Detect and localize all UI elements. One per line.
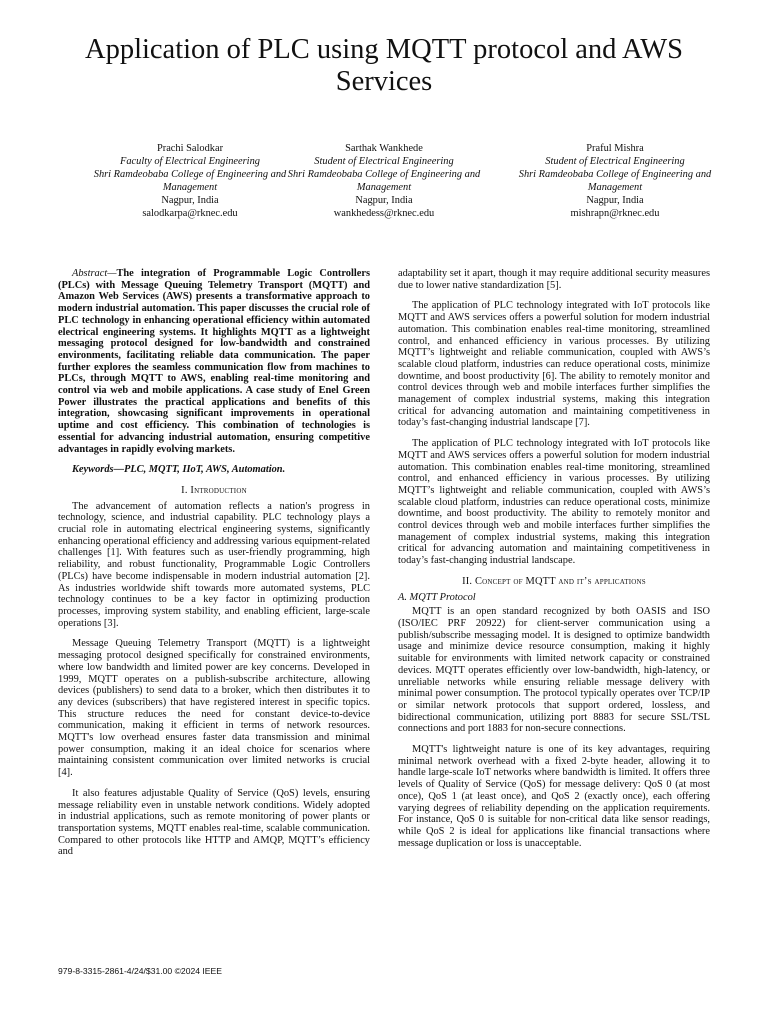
paragraph: Message Queuing Telemetry Transport (MQTT) is a lightweight messaging protocol designed specifically for constrained environments, where low bandwidth and limited power are key concerns. Developed in 1999, MQTT operates on a publish-subscribe architecture, allowing devices (publishers) to send data to a broker, which then distributes it to any devices (subscribers) that have registered interest in specific topics. This structure reduces the need for constant device-to-device communication, making it efficient in terms of network resources. MQTT's low overhead ensures faster data transmission and minimal power consumption, making it an ideal choice for scenarios where maintaining consistent communication over limited networks is crucial [4]. (58, 638, 370, 779)
copyright-footer: 979-8-3315-2861-4/24/$31.00 ©2024 IEEE (58, 966, 223, 976)
author-dept: Student of Electrical Engineering (314, 156, 454, 167)
paragraph: The advancement of automation reflects a nation's progress in technology, science, and industrial capability. PLC technology plays a crucial role in automating electrical engineering systems, significantly enhancing operational efficiency and addressing various equipment-related challenges [1]. With features such as user-friendly programming, high reliability, and robust functionality, Programmable Logic Controllers (PLCs) have become indispensable in modern industrial automation [2]. As industries worldwide shift towards more automated systems, PLC technology continues to be a key factor in optimizing production processes, improving system stability, and enabling efficient, large-scale operations [3]. (58, 500, 370, 629)
keywords (58, 464, 370, 476)
author-location: Nagpur, India (355, 195, 413, 206)
section-heading-mqtt-concept: II. Concept of MQTT and it’s applications (462, 575, 646, 587)
paragraph-continued: adaptability set it apart, though it may require additional security measures due to lower native standardization [5]. (398, 268, 710, 291)
keywords-label: Keywords— (72, 464, 124, 476)
paragraph: The application of PLC technology integrated with IoT protocols like MQTT and AWS services offers a powerful solution for modern industrial automation. This combination enables real-time monitoring, streamlined control, and enhanced efficiency in various processes. By utilizing MQTT’s lightweight and reliable communication, coupled with AWS’s scalable cloud platform, industries can reduce operational costs, minimize downtime, and boost productivity [6]. The ability to remotely monitor and control devices through web and mobile interfaces further simplifies the management of complex industrial systems, making this integration critical for advancing automation and maintaining competitiveness in today’s fast-changing industrial landscape [7]. (398, 300, 710, 429)
author-location: Nagpur, India (586, 195, 644, 206)
subsection-heading-mqtt-protocol: A. MQTT Protocol (398, 591, 476, 603)
author-institution: Shri Ramdeobaba College of Engineering and Management (518, 169, 712, 193)
author-block-1 (80, 142, 300, 220)
author-name: Prachi Salodkar (156, 143, 224, 154)
paragraph: The application of PLC technology integrated with IoT protocols like MQTT and AWS services offers a powerful solution for modern industrial automation. This combination enables real-time monitoring, streamlined control, and enhanced efficiency in various processes. By utilizing MQTT’s lightweight and reliable communication, coupled with AWS’s scalable cloud platform, industries can reduce operational costs, minimize downtime, and boost productivity. The ability to remotely monitor and control devices through web and mobile interfaces further simplifies the management of complex industrial systems, making this integration critical for advancing automation and maintaining competitiveness in today’s fast-changing industrial landscape. (398, 438, 710, 567)
author-institution: Shri Ramdeobaba College of Engineering and Management (287, 169, 481, 193)
author-name: Praful Mishra (586, 143, 644, 154)
section-heading-introduction: I. Introduction (181, 484, 247, 496)
paper-title: Application of PLC using MQTT protocol and AWS Services (84, 34, 684, 97)
paragraph: MQTT is an open standard recognized by both OASIS and ISO (ISO/IEC PRF 20922) for client-server communication using a publish/subscribe messaging model. It is designed to optimize bandwidth usage and minimize device resource consumption, making it highly suitable for environments with limited network capacity or constrained devices. MQTT operates efficiently over low-bandwidth, high-latency, or unreliable networks while ensuring reliable message delivery with minimal power consumption. The protocol typically operates over TCP/IP or similar network protocols that support ordered, lossless, and bidirectional communication, utilizing port 8883 for secure SSL/TSL connections and port 1883 for non-secure connections. (398, 606, 710, 735)
keywords-text: PLC, MQTT, IIoT, AWS, Automation. (123, 464, 286, 476)
abstract (58, 268, 370, 455)
author-block-2 (274, 142, 494, 220)
paragraph: It also features adjustable Quality of Service (QoS) levels, ensuring message reliability even in unstable network conditions. Widely adopted in industrial applications, such as remote monitoring of power plants or transportation systems, MQTT enables real-time, scalable communication. Compared to other protocols like HTTP and AMQP, MQTT’s efficiency and (58, 787, 370, 858)
author-email: salodkarpa@rknec.edu (142, 208, 238, 219)
author-block-3 (505, 142, 725, 220)
abstract-label: Abstract— (72, 268, 117, 279)
right-column (398, 268, 710, 858)
abstract-text: The integration of Programmable Logic Controllers (PLCs) with Message Queuing Telemetry Transport (MQTT) and Amazon Web Services (AWS) presents a transformative approach to modern industrial automation. This paper discusses the crucial role of PLC technology in enhancing operational efficiency within automated electrical engineering systems. It highlights MQTT as a lightweight messaging protocol designed for low-bandwidth and constrained environments, facilitating reliable data communication. The paper further explores the seamless communication flow from machines to PLCs, through MQTT to AWS, enabling real-time monitoring and control via web and mobile applications. A case study of Enel Green Power illustrates the practical applications and benefits of this integration, showcasing significant improvements in operational uptime and cost efficiency. This combination of technologies is essential for advancing industrial automation, ensuring competitive advantages in rapidly evolving markets. (58, 268, 370, 455)
author-email: wankhedess@rknec.edu (333, 208, 435, 219)
author-name: Sarthak Wankhede (345, 143, 423, 154)
left-column (58, 268, 370, 867)
author-dept: Student of Electrical Engineering (545, 156, 685, 167)
author-institution: Shri Ramdeobaba College of Engineering and Management (93, 169, 287, 193)
author-dept: Faculty of Electrical Engineering (120, 156, 260, 167)
author-location: Nagpur, India (161, 195, 219, 206)
paragraph: MQTT's lightweight nature is one of its key advantages, requiring minimal network overhead with a fixed 2-byte header, allowing it to handle large-scale IoT networks where bandwidth is limited. It offers three levels of Quality of Service (QoS) for message delivery: QoS 0 (at most once), QoS 1 (at least once), and QoS 2 (exactly once), each offering varying degrees of reliability depending on the application requirements. For instance, QoS 0 is suitable for non-critical data like sensor readings, while QoS 2 is ideal for applications like financial transactions where message duplication or loss is unacceptable. (398, 744, 710, 849)
author-email: mishrapn@rknec.edu (570, 208, 660, 219)
